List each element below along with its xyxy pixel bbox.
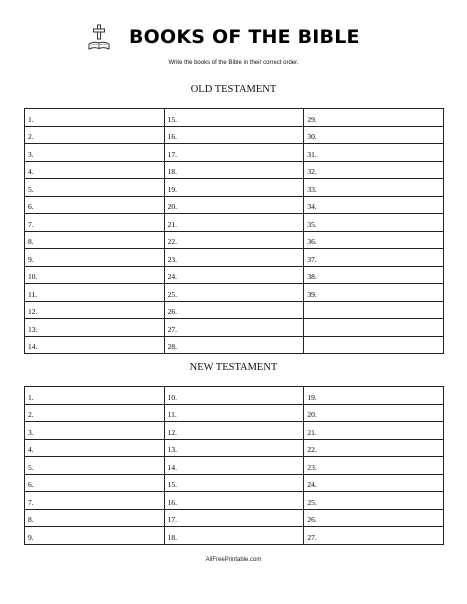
ot-entry-field[interactable]: 27. [164, 319, 304, 337]
ot-row [25, 161, 444, 179]
ot-entry-field[interactable]: 23. [164, 249, 304, 267]
nt-entry-field[interactable]: 8. [25, 509, 165, 527]
ot-entry-field[interactable]: 33. [304, 179, 444, 197]
ot-entry-field[interactable]: 10. [25, 266, 165, 284]
nt-row [25, 509, 444, 527]
ot-row [25, 266, 444, 284]
ot-row [25, 109, 444, 127]
footer-credit: AllFreePrintable.com [205, 557, 262, 563]
ot-entry-field[interactable] [304, 319, 444, 337]
ot-entry-field[interactable]: 14. [25, 336, 165, 354]
nt-entry-field[interactable]: 10. [164, 387, 304, 405]
old-testament-table [24, 108, 444, 354]
ot-entry-field[interactable]: 24. [164, 266, 304, 284]
ot-entry-field[interactable]: 12. [25, 301, 165, 319]
ot-row [25, 179, 444, 197]
ot-entry-field[interactable]: 36. [304, 231, 444, 249]
ot-entry-field[interactable]: 11. [25, 284, 165, 302]
ot-entry-field[interactable]: 19. [164, 179, 304, 197]
ot-entry-field[interactable]: 25. [164, 284, 304, 302]
nt-row [25, 422, 444, 440]
nt-row [25, 474, 444, 492]
nt-entry-field[interactable]: 1. [25, 387, 165, 405]
ot-entry-field[interactable]: 37. [304, 249, 444, 267]
nt-row [25, 404, 444, 422]
ot-entry-field[interactable]: 32. [304, 161, 444, 179]
ot-row [25, 249, 444, 267]
ot-row [25, 301, 444, 319]
page-title: BOOKS OF THE BIBLE [129, 26, 360, 48]
nt-entry-field[interactable]: 23. [304, 457, 444, 475]
worksheet-header [0, 22, 467, 56]
nt-entry-field[interactable]: 26. [304, 509, 444, 527]
ot-entry-field[interactable] [304, 336, 444, 354]
nt-entry-field[interactable]: 12. [164, 422, 304, 440]
nt-entry-field[interactable]: 19. [304, 387, 444, 405]
nt-entry-field[interactable]: 25. [304, 492, 444, 510]
nt-entry-field[interactable]: 9. [25, 527, 165, 545]
nt-entry-field[interactable]: 13. [164, 439, 304, 457]
nt-entry-field[interactable]: 6. [25, 474, 165, 492]
nt-entry-field[interactable]: 24. [304, 474, 444, 492]
ot-entry-field[interactable]: 22. [164, 231, 304, 249]
instructions-text: Write the books of the Bible in their correct order. [168, 60, 299, 66]
ot-entry-field[interactable]: 2. [25, 126, 165, 144]
nt-entry-field[interactable]: 27. [304, 527, 444, 545]
ot-entry-field[interactable]: 35. [304, 214, 444, 232]
ot-row [25, 126, 444, 144]
ot-entry-field[interactable] [304, 301, 444, 319]
ot-entry-field[interactable]: 3. [25, 144, 165, 162]
nt-entry-field[interactable]: 4. [25, 439, 165, 457]
ot-entry-field[interactable]: 18. [164, 161, 304, 179]
new-testament-heading: NEW TESTAMENT [189, 362, 278, 373]
ot-entry-field[interactable]: 20. [164, 196, 304, 214]
nt-entry-field[interactable]: 16. [164, 492, 304, 510]
nt-row [25, 439, 444, 457]
ot-entry-field[interactable]: 39. [304, 284, 444, 302]
ot-entry-field[interactable]: 38. [304, 266, 444, 284]
ot-row [25, 144, 444, 162]
ot-row [25, 284, 444, 302]
nt-entry-field[interactable]: 2. [25, 404, 165, 422]
ot-entry-field[interactable]: 16. [164, 126, 304, 144]
nt-entry-field[interactable]: 15. [164, 474, 304, 492]
ot-entry-field[interactable]: 30. [304, 126, 444, 144]
ot-row [25, 336, 444, 354]
nt-entry-field[interactable]: 18. [164, 527, 304, 545]
ot-entry-field[interactable]: 13. [25, 319, 165, 337]
new-testament-table [24, 386, 444, 545]
ot-entry-field[interactable]: 5. [25, 179, 165, 197]
ot-entry-field[interactable]: 28. [164, 336, 304, 354]
ot-entry-field[interactable]: 34. [304, 196, 444, 214]
nt-entry-field[interactable]: 5. [25, 457, 165, 475]
ot-entry-field[interactable]: 17. [164, 144, 304, 162]
ot-entry-field[interactable]: 6. [25, 196, 165, 214]
ot-entry-field[interactable]: 15. [164, 109, 304, 127]
nt-row [25, 527, 444, 545]
nt-entry-field[interactable]: 7. [25, 492, 165, 510]
nt-entry-field[interactable]: 21. [304, 422, 444, 440]
ot-entry-field[interactable]: 26. [164, 301, 304, 319]
nt-entry-field[interactable]: 3. [25, 422, 165, 440]
ot-entry-field[interactable]: 7. [25, 214, 165, 232]
ot-entry-field[interactable]: 21. [164, 214, 304, 232]
nt-entry-field[interactable]: 14. [164, 457, 304, 475]
nt-row [25, 387, 444, 405]
old-testament-heading: OLD TESTAMENT [190, 84, 277, 95]
ot-entry-field[interactable]: 29. [304, 109, 444, 127]
ot-row [25, 196, 444, 214]
ot-entry-field[interactable]: 9. [25, 249, 165, 267]
ot-row [25, 214, 444, 232]
nt-row [25, 492, 444, 510]
ot-entry-field[interactable]: 1. [25, 109, 165, 127]
nt-entry-field[interactable]: 22. [304, 439, 444, 457]
nt-entry-field[interactable]: 20. [304, 404, 444, 422]
nt-entry-field[interactable]: 11. [164, 404, 304, 422]
ot-row [25, 231, 444, 249]
bible-cross-icon [87, 24, 111, 52]
ot-row [25, 319, 444, 337]
ot-entry-field[interactable]: 8. [25, 231, 165, 249]
ot-entry-field[interactable]: 4. [25, 161, 165, 179]
nt-entry-field[interactable]: 17. [164, 509, 304, 527]
nt-row [25, 457, 444, 475]
ot-entry-field[interactable]: 31. [304, 144, 444, 162]
